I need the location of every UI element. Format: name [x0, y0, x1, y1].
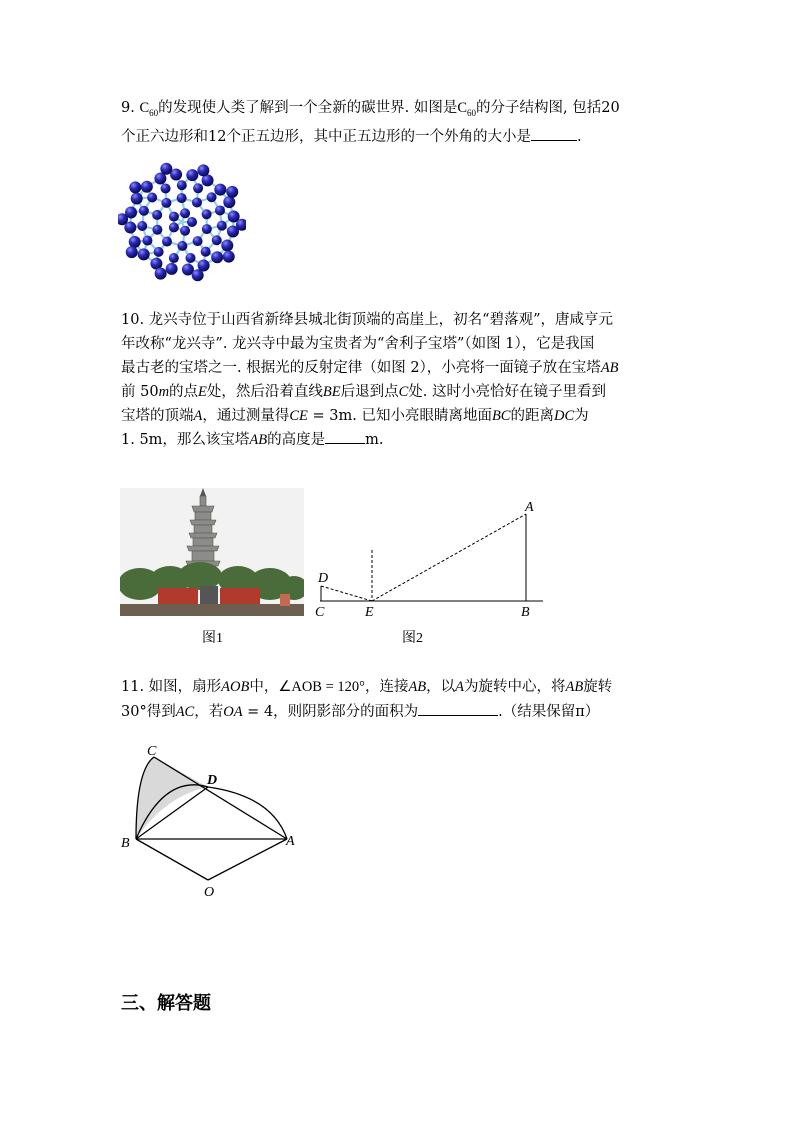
atom	[161, 183, 171, 193]
c60-label: $C_{60}$	[457, 100, 477, 118]
answer-blank	[531, 128, 577, 141]
q10-line5: 宝塔的顶端A，通过测量得CE = 3m. 已知小亮眼睛离地面BC的距离DC为	[121, 408, 589, 424]
atom	[211, 251, 223, 263]
atom	[192, 197, 202, 207]
atom	[161, 198, 171, 208]
label-d: D	[318, 571, 329, 586]
atom	[217, 221, 227, 231]
label-c: C	[147, 744, 157, 759]
atom	[160, 163, 172, 175]
atom	[215, 205, 225, 215]
atom	[186, 169, 198, 181]
atom	[223, 251, 235, 263]
atom	[192, 269, 204, 281]
atom	[169, 212, 179, 222]
ray-de	[321, 586, 372, 601]
atom	[147, 193, 157, 203]
pagoda-photo	[120, 488, 304, 616]
atom	[126, 246, 138, 258]
atom	[180, 208, 190, 218]
atom	[177, 193, 187, 203]
q9-number: 9.	[121, 100, 135, 116]
atom	[197, 164, 209, 176]
q10-line6: 1. 5m，那么该宝塔AB的高度是 m.	[121, 432, 384, 448]
atom	[193, 236, 203, 246]
atom	[202, 224, 212, 234]
atom	[137, 221, 147, 231]
atom	[162, 237, 172, 247]
atom	[223, 196, 235, 208]
segment-bo	[136, 839, 208, 880]
atom	[180, 226, 190, 236]
atom	[212, 235, 222, 245]
atom	[166, 263, 178, 275]
segment-oa	[208, 839, 287, 880]
atom	[169, 222, 179, 232]
atom	[226, 186, 238, 198]
q11-line1: 11. 如图，扇形AOB中，∠AOB = 120°，连接AB，以A为旋转中心，将AB旋转	[121, 679, 613, 695]
label-o: O	[204, 885, 215, 900]
atom	[139, 206, 149, 216]
q11-line2: 30°得到AC，若OA = 4，则阴影部分的面积为 .（结果保留π）	[121, 704, 600, 720]
reflection-diagram	[300, 490, 560, 630]
atom	[154, 247, 164, 257]
answer-blank	[325, 431, 365, 444]
atom	[131, 192, 143, 204]
atom	[169, 253, 179, 263]
atom	[186, 253, 196, 263]
figure2-caption: 图2	[402, 631, 423, 646]
q10-line2: 年改称“龙兴寺”. 龙兴寺中最为宝贵者为“舍利子宝塔”（如图 1），它是我国	[121, 336, 595, 352]
atom	[129, 236, 141, 248]
atom	[177, 180, 187, 190]
atom	[141, 181, 153, 193]
atom	[177, 241, 187, 251]
q10-line1: 10. 龙兴寺位于山西省新绛县城北街顶端的高崖上，初名“碧落观”，唐咸亨元	[121, 312, 613, 328]
label-a: A	[286, 834, 295, 849]
shaded-region	[136, 757, 208, 839]
atom	[152, 225, 162, 235]
q9-line1: 9. $C_{60}$的发现使人类了解到一个全新的碳世界. 如图是$C_{60}$的分子结构图, 包括20	[121, 100, 620, 118]
atom	[201, 247, 211, 257]
atom	[155, 268, 167, 280]
atom	[207, 192, 217, 202]
label-e: E	[365, 605, 374, 620]
label-b: B	[121, 836, 130, 851]
figure1-caption: 图1	[202, 631, 223, 646]
atom	[152, 210, 162, 220]
sector-diagram	[110, 740, 310, 900]
atom	[129, 181, 141, 193]
label-a: A	[525, 500, 534, 515]
c60-label: $C_{60}$	[139, 100, 159, 118]
atom	[142, 236, 152, 246]
label-d: D	[207, 773, 218, 788]
label-c: C	[315, 605, 325, 620]
q9-line2: 个正六边形和12个正五边形，其中正五边形的一个外角的大小是 .	[121, 129, 582, 145]
q10-line3: 最古老的宝塔之一. 根据光的反射定律（如图 2），小亮将一面镜子放在宝塔AB	[121, 360, 619, 376]
atom	[193, 183, 203, 193]
atom	[221, 240, 233, 252]
section-heading: 三、解答题	[121, 993, 211, 1014]
ray-ea	[372, 514, 526, 601]
atom	[138, 248, 150, 260]
atom	[214, 184, 226, 196]
atom	[187, 217, 197, 227]
q10-line4: 前 50m的点E处，然后沿着直线BE后退到点C处. 这时小亮恰好在镜子里看到	[121, 384, 607, 400]
answer-blank	[418, 703, 498, 716]
label-b: B	[521, 605, 530, 620]
atom	[202, 209, 212, 219]
c60-molecule-image	[118, 162, 246, 282]
